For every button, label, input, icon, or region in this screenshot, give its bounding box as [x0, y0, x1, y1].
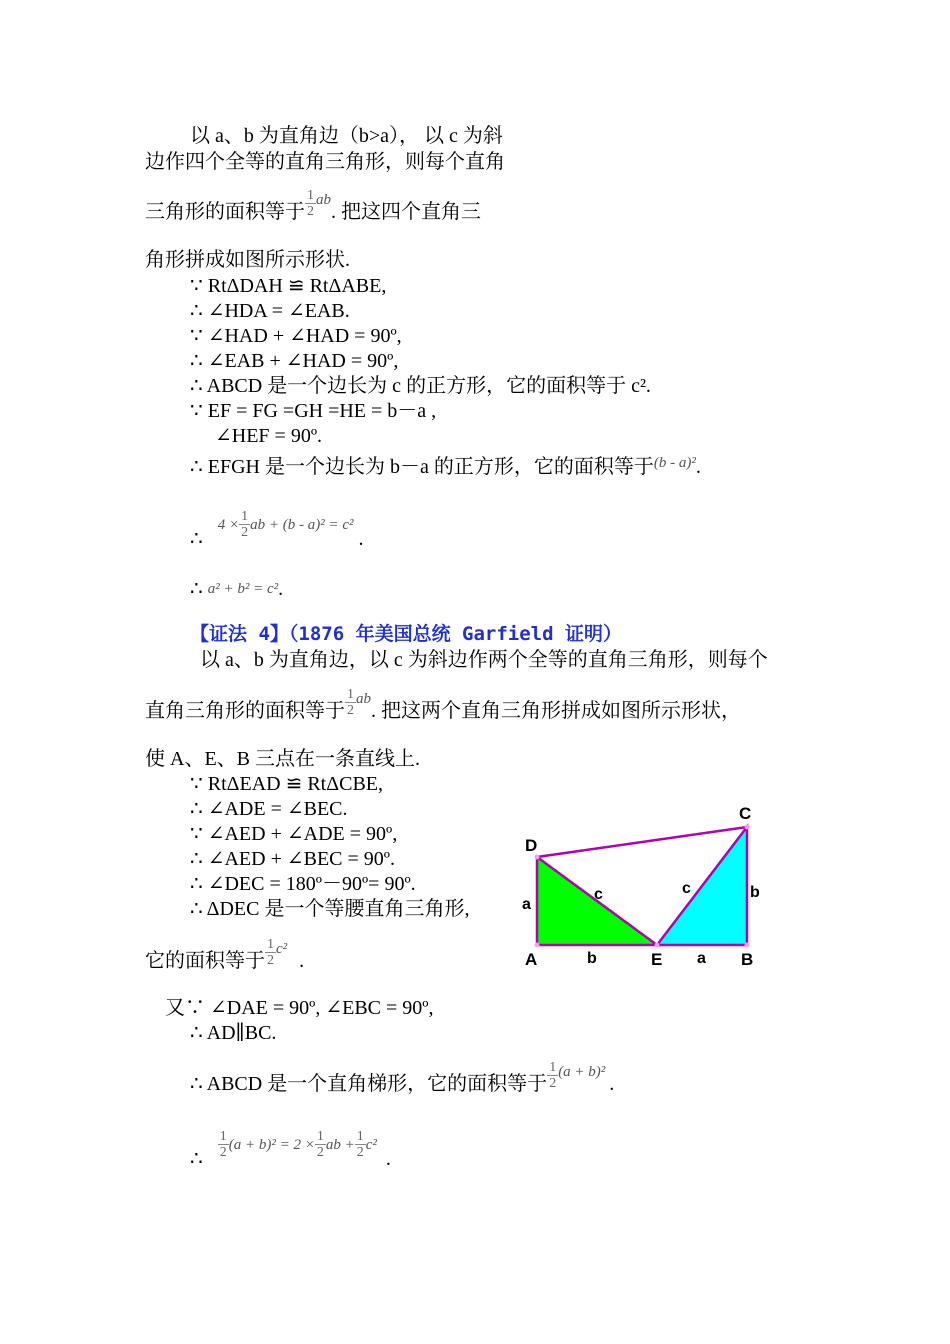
proof4-heading-subtitle: （1876 年美国总统 Garfield 证明） — [288, 623, 622, 645]
p3-step8-math: (b - a)² — [653, 455, 696, 471]
p4-ab-term: ab — [356, 691, 371, 708]
p3-step10-post: . — [278, 578, 284, 600]
p4-step11-therefore: ∴ — [190, 1148, 203, 1171]
p3-step8 — [190, 455, 701, 481]
p4-step10-post: . — [609, 1073, 615, 1096]
p4-intro-line3: 使 A、E、B 三点在一条直线上. — [145, 748, 420, 770]
label-e: E — [651, 950, 663, 969]
label-c: C — [739, 804, 752, 823]
p4-step8: 又∵ ∠DAE = 90º, ∠EBC = 90º, — [165, 997, 434, 1019]
side-label-b-bottom: b — [587, 950, 597, 967]
p4-step7-fraction: $\frac{1}{2}$ — [267, 937, 274, 968]
p3-step9-therefore: ∴ — [190, 528, 203, 551]
p4-intro2-pre: 直角三角形的面积等于 — [145, 700, 345, 723]
p3-step5: ∴ ABCD 是一个边长为 c 的正方形，它的面积等于 c². — [190, 375, 651, 397]
p3-step10 — [190, 577, 283, 603]
p3-ab-term: ab — [316, 192, 331, 209]
point-e-dot — [655, 943, 660, 948]
p4-step7 — [145, 937, 305, 978]
p3-intro-line3 — [145, 188, 481, 229]
p4-step11-frac2: $\frac{1}{2}$ — [316, 1129, 324, 1160]
p4-half-fraction: $\frac{1}{2}$ — [347, 687, 354, 718]
p4-step3: ∵ ∠AED + ∠ADE = 90º, — [190, 823, 398, 845]
side-label-a-left: a — [522, 896, 531, 913]
p4-step6: ∴ ΔDEC 是一个等腰直角三角形, — [190, 898, 470, 920]
p4-step11-equation: $\frac{1}{2}$ (a + b)² = 2 × $\frac{1}{2}$ ab + $\frac{1}{2}$ c² — [219, 1129, 377, 1160]
side-label-c-left: c — [594, 886, 603, 903]
p4-step11-frac3: $\frac{1}{2}$ — [356, 1129, 364, 1160]
side-label-b-right: b — [750, 884, 760, 901]
p4-step4: ∴ ∠AED + ∠BEC = 90º. — [190, 848, 395, 870]
p3-step8-text: ∴ EFGH 是一个边长为 b－a 的正方形，它的面积等于 — [190, 456, 654, 478]
p3-step2: ∴ ∠HDA = ∠EAB. — [190, 300, 350, 322]
p4-step7-c2: c² — [276, 941, 288, 958]
label-a: A — [525, 950, 538, 969]
point-b-dot — [745, 943, 750, 948]
p4-intro-line2 — [145, 687, 741, 728]
p4-intro-line1: 以 a、b 为直角边，以 c 为斜边作两个全等的直角三角形，则每个 — [200, 649, 768, 671]
side-label-a-bottom: a — [697, 950, 706, 967]
point-d-dot — [535, 855, 540, 860]
p3-intro3-pre: 三角形的面积等于 — [145, 201, 305, 224]
p3-step7: ∠HEF = 90º. — [215, 425, 323, 447]
p3-step9-post: . — [358, 528, 364, 551]
p3-step9-fraction: $\frac{1}{2}$ — [241, 509, 249, 540]
p3-intro-line2: 边作四个全等的直角三角形，则每个直角 — [145, 151, 505, 173]
p4-step1: ∵ RtΔEAD ≌ RtΔCBE, — [190, 773, 383, 795]
point-a-dot — [535, 943, 540, 948]
p3-step9-equation: 4 × $\frac{1}{2}$ ab + (b - a)² = c² — [217, 509, 354, 540]
p3-intro3-post: . 把这四个直角三 — [331, 201, 481, 224]
point-c-dot — [745, 825, 750, 830]
p3-half-fraction: $\frac{1}{2}$ — [307, 188, 314, 219]
p3-step1: ∵ RtΔDAH ≌ RtΔABE, — [190, 275, 387, 297]
p3-step6: ∵ EF = FG =GH =HE = b－a , — [190, 400, 437, 422]
p4-step9: ∴ AD∥BC. — [190, 1022, 277, 1044]
p3-step4: ∴ ∠EAB + ∠HAD = 90º, — [190, 350, 399, 372]
p3-intro-line1: 以 a、b 为直角边（b>a）， 以 c 为斜 — [190, 125, 503, 147]
p4-step11-frac1: $\frac{1}{2}$ — [219, 1129, 227, 1160]
p4-step11-post: . — [385, 1148, 391, 1171]
trapezoid-figure — [515, 795, 775, 975]
proof4-heading-title: 【证法 4】 — [190, 623, 289, 645]
p4-step10-fraction: $\frac{1}{2}$ — [549, 1060, 557, 1091]
p3-step9 — [190, 509, 364, 556]
p3-step10-therefore: ∴ — [190, 578, 203, 600]
p4-step5: ∴ ∠DEC = 180º－90º= 90º. — [190, 873, 416, 895]
side-label-c-right: c — [682, 880, 691, 897]
p3-intro-line4: 角形拼成如图所示形状. — [145, 249, 350, 271]
edge-dc — [537, 827, 747, 857]
proof4-heading — [190, 622, 622, 646]
p4-intro2-post: . 把这两个直角三角形拼成如图所示形状， — [371, 700, 741, 723]
p4-step10-term: (a + b)² — [558, 1064, 606, 1081]
p4-step7-text: 它的面积等于 — [145, 950, 265, 973]
p3-step10-equation: a² + b² = c² — [207, 581, 279, 597]
p4-step7-post: . — [299, 950, 305, 973]
triangle-cbe — [657, 827, 747, 945]
label-b: B — [741, 950, 754, 969]
p4-step11 — [190, 1129, 391, 1176]
p4-step10 — [190, 1060, 615, 1101]
p3-step3: ∵ ∠HAD + ∠HAD = 90º, — [190, 325, 402, 347]
label-d: D — [525, 836, 538, 855]
p4-step2: ∴ ∠ADE = ∠BEC. — [190, 798, 348, 820]
p4-step10-text: ∴ ABCD 是一个直角梯形，它的面积等于 — [190, 1073, 548, 1096]
p3-step8-post: . — [695, 456, 701, 478]
